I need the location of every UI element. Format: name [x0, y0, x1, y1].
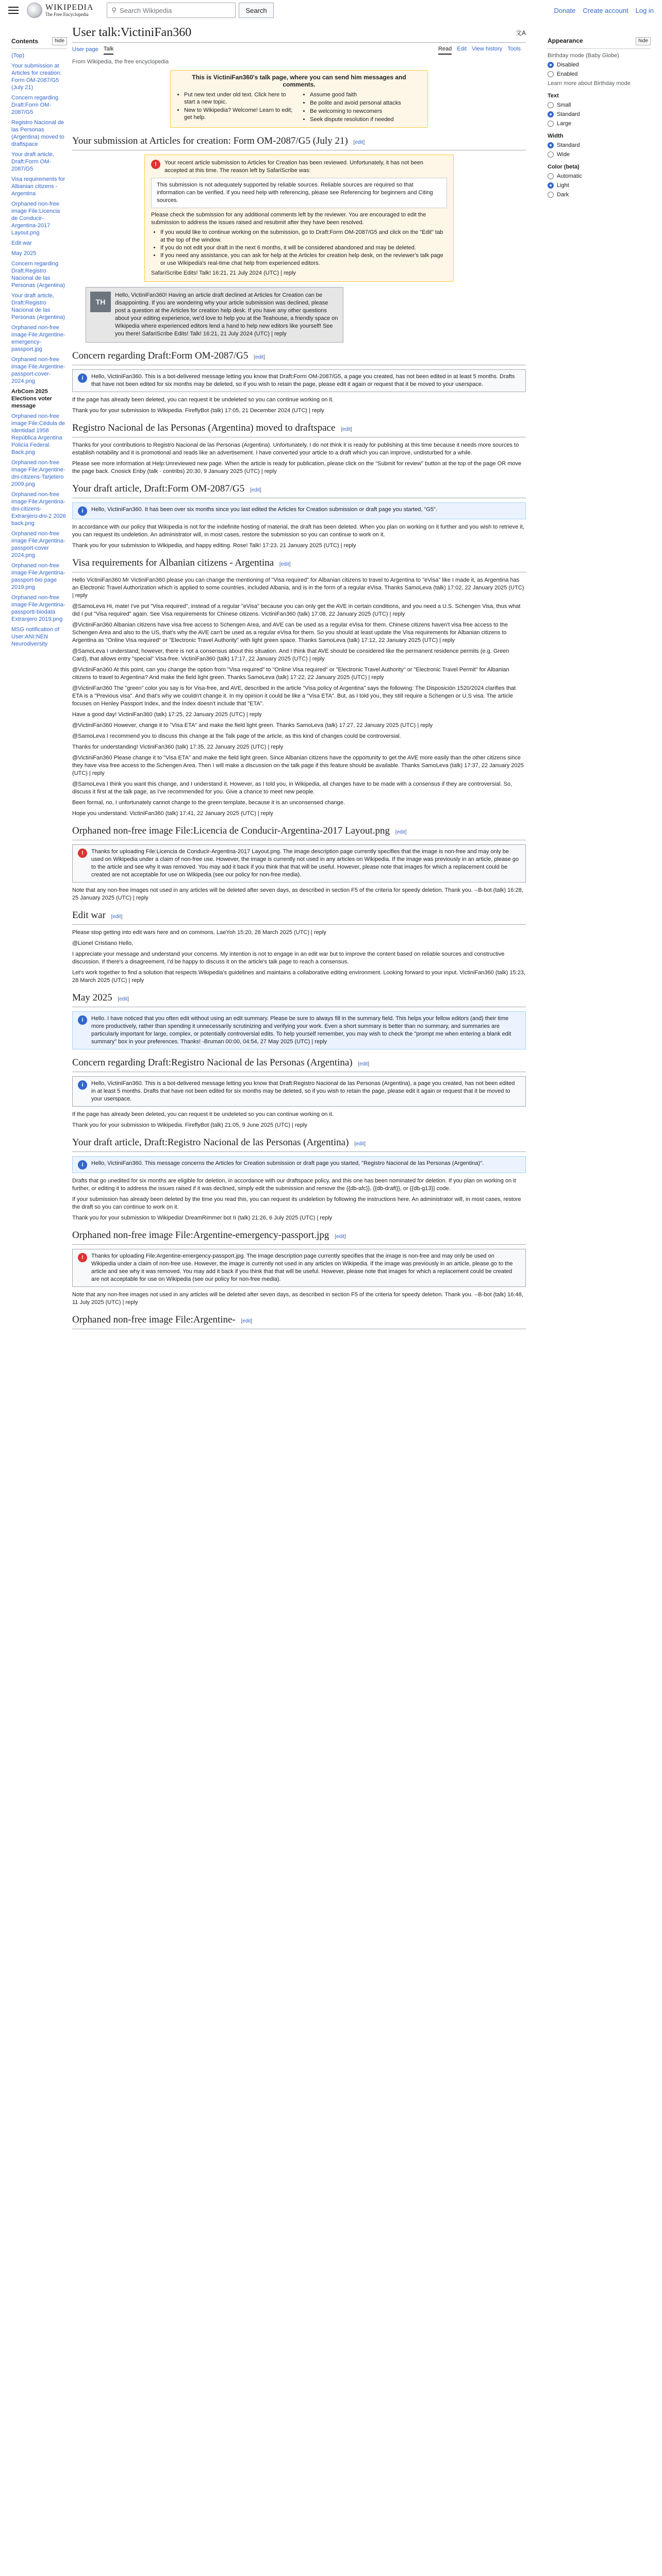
page-tabs [72, 46, 526, 55]
decline-icon: ! [151, 160, 160, 169]
comment: Thanks for understanding! VictiniFan360 (talk) 17:35, 22 January 2025 (UTC) | reply [72, 744, 284, 750]
paragraph: Thank you for your submission to Wikipedia, and happy editing. Rose! Talk! 17:23, 21 January 2025 (UTC) | reply [72, 543, 356, 549]
section-title: Orphaned non-free image File:Licencia de Conducir-Argentina-2017 Layout.png [72, 825, 390, 836]
comment: @SamoLeva I understand; however, there is not a consensus about this situation. And I think that AVE should be considered like the permanent residence permits (e.g. Green Card), that allows entry "special" Visa-free. VictiniFan360 (talk) 17:17, 22 January 2025 (UTC) | reply [72, 648, 509, 662]
radio-icon [548, 182, 554, 189]
draft-message-box [72, 1156, 526, 1173]
section-edit-link[interactable]: edit [396, 829, 405, 835]
donate-link[interactable]: Donate [554, 6, 576, 14]
toc-item-current[interactable]: ArbCom 2025 Elections voter message [11, 388, 52, 409]
radio-icon [548, 111, 554, 117]
notice-left-item[interactable]: • Put new text under old text. Click here to start a new topic. [184, 91, 296, 106]
toc-item[interactable]: Your submission at Articles for creation: Form OM-2087/G5 (July 21) [11, 63, 62, 91]
option-width-standard[interactable] [548, 142, 651, 149]
section-title: Concern regarding Draft:Form OM-2087/G5 [72, 350, 249, 361]
radio-icon [548, 142, 554, 148]
tab-user-page[interactable]: User page [72, 46, 98, 53]
search-icon: ⚲ [111, 6, 117, 14]
option-label: Enabled [557, 71, 578, 77]
option-label: Disabled [557, 62, 579, 68]
section-edit-link[interactable]: edit [342, 427, 351, 432]
teahouse-text: Hello, VictiniFan360! Having an article draft declined at Articles for Creation can be disappointing. If you are wondering why your article submission was declined, please post a question at the Articles for creation help desk. If you have any other questions about your editing experience, we'd love to help you at the Teahouse, a friendly space on Wikipedia where experienced editors lend a hand to help new editors like yourself! See you there! SafariScribe Edits! Talk! 16:21, 21 July 2024 (UTC) | reply [115, 292, 338, 337]
page-title: User talk:VictiniFan360 [72, 26, 192, 39]
option-standard[interactable] [548, 111, 651, 118]
option-enabled[interactable] [548, 71, 651, 78]
info-icon: i [78, 1080, 87, 1090]
paragraph: In accordance with our policy that Wikipedia is not for the indefinite hosting of material, the draft has been deleted. When you plan on working on it further and you wish to retrieve it, you can request its undeletion. An administrator will, in most cases, restore the submission so you can continue to work on it. [72, 524, 524, 538]
section-title: Edit war [72, 910, 106, 921]
toc-item[interactable]: Concern regarding Draft:Form OM-2087/G5 [11, 95, 59, 115]
option-label: Standard [557, 111, 580, 117]
section-title: May 2025 [72, 992, 112, 1003]
toc-item[interactable]: Orphaned non-free image File:Argentina-dni-citizens-Extranjero-dni-2 2026 back.png [11, 492, 66, 527]
radio-icon [548, 71, 554, 77]
teahouse-logo-icon: TH [90, 292, 111, 312]
section-edit-link[interactable]: edit [251, 487, 260, 493]
paragraph: If the page has already been deleted, you can request it be undeleted so you can continue working on it. [72, 1111, 334, 1117]
section-heading: Your draft article, Draft:Form OM-2087/G5 [edit] [72, 483, 526, 498]
section-edit-link[interactable]: edit [112, 914, 121, 920]
section-heading: Orphaned non-free image File:Argentine- [edit] [72, 1314, 526, 1329]
decline-bullet: • If you would like to continue working on the submission, go to Draft:Form OM-2087/G5 and click on the "Edit" tab at the top of the window. [160, 229, 447, 244]
appearance-panel [548, 37, 651, 200]
comment: @Lionel Cristiano Hello, [72, 940, 134, 946]
message-text: Hello, VictiniFan360. This is a bot-delivered message letting you know that Draft:Registro Nacional de las Personas (Argentina), a page you created, has not been edited in at least 5 months. Drafts that have not been edited for six months may be deleted, so if you wish to retain the page, please edit it again or request that it be moved to your userspace. [91, 1080, 515, 1102]
appearance-hide-button[interactable]: hide [636, 37, 651, 45]
paragraph: Note that any non-free images not used in any articles will be deleted after seven days, as described in section F5 of the criteria for speedy deletion. Thank you. --B-bot (talk) 16:48, 11 July 2025 (UTC) | reply [72, 1292, 523, 1306]
toc-item[interactable]: Orphaned non-free image File:Licencia de Conducir-Argentina-2017 Layout.png [11, 201, 60, 236]
option-label: Automatic [557, 173, 582, 179]
toc-item[interactable]: Orphaned non-free image File:Argentina-passport-cover 2024.png [11, 531, 65, 558]
text-size-label: Text [548, 93, 559, 99]
paragraph: Thanks for your contributions to Registro Nacional de las Personas (Argentina). Unfortunately, I do not think it is ready for publishing at this time because it needs more sources to establish notability and it is promotional and reads like an advertisement. I have converted your article to a draft which you can improve, undisturbed for a while. [72, 442, 519, 456]
decline-bullet: • If you need any assistance, you can ask for help at the Articles for creation help desk, on the reviewer's talk page or use Wikipedia's real-time chat help from experienced editors. [160, 252, 447, 267]
comment: Let's work together to find a solution that respects Wikipedia's guidelines and maintains a collaborative editing environment. Looking forward to your input. VictiniFan360 (talk) 15:23, 28 March 2025 (UTC) | reply [72, 970, 525, 984]
section-heading: Visa requirements for Albanian citizens - Argentina [edit] [72, 557, 526, 572]
comment: Hope you understand. VictiniFan360 (talk) 17:41, 22 January 2025 (UTC) | reply [72, 810, 273, 817]
toc-item[interactable]: (Top) [11, 53, 25, 59]
section-heading: Edit war [edit] [72, 909, 526, 925]
paragraph: Drafts that go unedited for six months are eligible for deletion, in accordance with our draftspace policy, and this one has been nominated for deletion. If you plan on working on it further, or editing it to address the issues raised if it was declined, simply edit the submission and remove the {{db-afc}}, {{db-draft}}, or {{db-g13}} code. [72, 1178, 516, 1192]
toc-item[interactable]: Orphaned non-free image File:Cédula de Identidad 1958 República Argentina Policía Federal. Back.png [11, 413, 65, 455]
width-label: Width [548, 133, 564, 139]
section-edit-link[interactable]: edit [242, 1318, 251, 1324]
section-title: Your submission at Articles for creation: Form OM-2087/G5 (July 21) [72, 135, 348, 146]
section-heading: Concern regarding Draft:Form OM-2087/G5 [edit] [72, 350, 526, 365]
toc-hide-button[interactable]: hide [52, 37, 67, 45]
paragraph: Note that any non-free images not used in any articles will be deleted after seven days, as described in section F5 of the criteria for speedy deletion. Thank you. --B-bot (talk) 16:28, 25 January 2025 (UTC) | reply [72, 887, 523, 901]
draft-message-box [72, 502, 526, 519]
section-heading: Your draft article, Draft:Registro Nacional de las Personas (Argentina) [edit] [72, 1137, 526, 1152]
section-title: Concern regarding Draft:Registro Nacional de las Personas (Argentina) [72, 1057, 353, 1068]
color-label: Color (beta) [548, 164, 580, 170]
notice-right-item[interactable]: • Be welcoming to newcomers [310, 108, 422, 115]
section-edit-link[interactable]: edit [255, 354, 264, 360]
site-header [0, 0, 662, 21]
paragraph: If your submission has already been deleted by the time you read this, you can request its undeletion by following the instructions here. An administrator will, in most cases, restore the draft so you can continue to work on it. [72, 1196, 521, 1210]
comment: Please stop getting into edit wars here and on commons. LaeYoh 15:20, 28 March 2025 (UTC) | reply [72, 929, 326, 936]
main-menu-icon[interactable] [8, 6, 20, 14]
toc-item[interactable]: Edit war [11, 240, 32, 246]
logo-title: WIKIPEDIA [45, 3, 94, 12]
teahouse-invite [86, 287, 343, 343]
comment: @VictiniFan360 Please change it to "Visa ETA" and make the field light green. Since Albanian citizens have the opportunity to get the AVE more easily than the other citizens since they have visa free access to the Schengen Area. Then I will make a discussion on the talk page if this feature should be available. Thanks SamoLeva (talk) 17:37, 22 January 2025 (UTC) | reply [72, 755, 524, 776]
comment: Been formal, no, I unfortunately cannot change to the green template, because it is an unconsensed change. [72, 800, 345, 806]
section-title: Visa requirements for Albanian citizens - Argentina [72, 557, 274, 568]
radio-icon [548, 151, 554, 158]
tab-talk[interactable]: Talk [104, 46, 114, 55]
option-dark[interactable] [548, 191, 651, 198]
paragraph: Thank you for your submission to Wikipedia. FireflyBot (talk) 21:05, 9 June 2025 (UTC) | reply [72, 1122, 307, 1128]
option-small[interactable] [548, 101, 651, 109]
section-heading: May 2025 [edit] [72, 992, 526, 1007]
paragraph: Thank you for your submission to Wikipedia. FireflyBot (talk) 17:05, 21 December 2024 (UTC) | reply [72, 408, 324, 414]
toc-item[interactable]: Orphaned non-free image File:Argentina-passport-bio page 2019.png [11, 563, 65, 590]
toc-item[interactable]: May 2025 [11, 250, 37, 257]
toc-item[interactable]: Your draft article, Draft:Form OM-2087/G5 [11, 151, 54, 172]
section-edit-link[interactable]: edit [119, 996, 128, 1002]
warning-icon: ! [78, 849, 87, 858]
wikipedia-logo[interactable] [27, 3, 93, 18]
personal-tools [554, 7, 654, 14]
section-title: Your draft article, Draft:Form OM-2087/G5 [72, 483, 245, 494]
info-icon: i [78, 506, 87, 516]
option-large[interactable] [548, 120, 651, 127]
toc-item[interactable]: Orphaned non-free image File:Argentine-passport-cover-2024.png [11, 357, 65, 384]
message-text: Hello, VictiniFan360. This is a bot-delivered message letting you know that Draft:Form OM-2087/G5, a page you created, has not been edited in at least 5 months. Drafts that have not been edited for six months may be deleted, so if you wish to retain the page, please edit it again or request that it be moved to your userspace. [91, 374, 515, 387]
info-icon: i [78, 1015, 87, 1025]
toc-item[interactable]: Registro Nacional de las Personas (Argentina) moved to draftspace [11, 120, 64, 147]
notice-title: This is VictiniFan360's talk page, where you can send him messages and comments. [192, 74, 406, 88]
comment: @VictiniFan360 At this point, can you change the option from "Visa required" to "Online Visa required" or "Electronic Travel Authority" or "Electronic Travel Permit" for Albanian citizens to travel to Argentina? And make the field light green. Thanks SamoLeva (talk) 17:22, 22 January 2025 (UTC) | reply [72, 667, 509, 681]
section-edit-link[interactable]: edit [336, 1234, 345, 1240]
warning-icon: ! [78, 1253, 87, 1262]
search-button[interactable]: Search [239, 3, 273, 18]
main-content [72, 25, 526, 1333]
signature: SafariScribe Edits! Talk! 16:21, 21 July 2024 (UTC) | reply [151, 270, 296, 276]
comment: @VictiniFan360 However, change it to "Visa ETA" and make the field light green. Thanks SamoLeva (talk) 17:27, 22 January 2025 (UTC) | reply [72, 722, 433, 728]
comment: Have a good day! VictiniFan360 (talk) 17:25, 22 January 2025 (UTC) | reply [72, 711, 262, 718]
tab-tools[interactable]: Tools [507, 46, 521, 52]
notice-right-item[interactable]: • Seek dispute resolution if needed [310, 116, 422, 123]
section-edit-link[interactable]: edit [280, 562, 289, 567]
toc-item[interactable]: Concern regarding Draft:Registro Nacional de las Personas (Argentina) [11, 261, 65, 289]
option-light[interactable] [548, 182, 651, 189]
birthday-learn-more[interactable]: Learn more about Birthday mode [548, 80, 631, 87]
option-automatic[interactable] [548, 173, 651, 180]
radio-icon [548, 121, 554, 127]
radio-icon [548, 173, 554, 179]
paragraph: Thank you for your submission to Wikipedia! DreamRimmer bot II (talk) 21:26, 6 July 2025 (UTC) | reply [72, 1215, 333, 1221]
message-text: Hello. I have noticed that you often edit without using an edit summary. Please be sure to always fill in the summary field. This helps your fellow editors (and) their time more productively, rather than spending it unnecessarily scrutinizing and verifying your work. Even a short summary is better than no summary, and summaries are particularly important for large, complex, or potentially controversial edits. To help yourself remember, you may wish to check the "prompt me when entering a blank edit summary" box in your preferences. Thanks! -Bruman 00:00, 04:54, 27 May 2025 (UTC) | reply [91, 1015, 511, 1045]
language-button[interactable]: 文A [515, 29, 526, 37]
talk-page-notice [170, 70, 428, 128]
orphan-image-box [72, 844, 526, 883]
message-text: Hello, VictiniFan360. It has been over six months since you last edited the Articles for Creation submission or draft page you started, "G5". [91, 506, 438, 513]
comment: @VictiniFan360 The "green" color you say is for Visa-free, and AVE, described in the article "Visa policy of Argentina" says the following: The Disposición 1520/2024 clarifies that ETA is a "Previous visa". And that's why we couldn't change it. In my opinion it could be like a "Visa ETA". But, as I told you, they still require a Schengen or U.S visa. The article focuses on Henley Passport Index, and the Index doesn't include that "ETA". [72, 685, 516, 707]
orphan-image-box [72, 1249, 526, 1287]
radio-icon [548, 62, 554, 68]
globe-icon [27, 3, 42, 18]
option-label: Wide [557, 151, 570, 158]
bot-message-box [72, 369, 526, 392]
option-label: Standard [557, 142, 580, 148]
section-heading: Orphaned non-free image File:Argentine-emergency-passport.jpg [edit] [72, 1229, 526, 1245]
option-label: Dark [557, 192, 569, 198]
search-placeholder: Search Wikipedia [119, 6, 172, 14]
info-icon: i [78, 1160, 87, 1170]
radio-icon [548, 102, 554, 108]
search-input[interactable] [107, 3, 236, 18]
toc-item[interactable]: Orphaned non-free image File:Argentine-dni-citizens-Tarjetero 2009.png [11, 460, 65, 487]
notice-right-item[interactable]: • Assume good faith [310, 91, 422, 98]
tab-view-history[interactable]: View history [472, 46, 503, 52]
toc-item[interactable]: Visa requirements for Albanian citizens - Argentina [11, 176, 65, 197]
edit-summary-box [72, 1011, 526, 1049]
paragraph: If the page has already been deleted, you can request it be undeleted so you can continue working on it. [72, 397, 334, 403]
section-edit-link[interactable]: edit [359, 1061, 368, 1067]
table-of-contents [11, 37, 67, 651]
decline-text: Please check the submission for any additional comments left by the reviewer. You are encouraged to edit the submission to address the issues raised and resubmit after they have been resolved. [151, 212, 426, 226]
toc-item[interactable]: Your draft article, Draft:Registro Nacional de las Personas (Argentina) [11, 293, 65, 320]
option-width-wide[interactable] [548, 151, 651, 158]
radio-icon [548, 192, 554, 198]
section-title: Registro Nacional de las Personas (Argentina) moved to draftspace [72, 422, 336, 433]
decline-text: Your recent article submission to Articles for Creation has been reviewed. Unfortunately, it has not been accepted at this time. The reason left by SafariScribe was: [164, 160, 423, 174]
option-label: Small [557, 102, 571, 108]
section-edit-link[interactable]: edit [355, 140, 363, 145]
toc-item[interactable]: Orphaned non-free image File:Argentine-emergency-passport.jpg [11, 325, 65, 352]
paragraph: Please see more information at Help:Unreviewed new page. When the article is ready for publication, please click on the "Submit for review" button at the top of the page OR move the page back. Cnosick Enby (talk · contribs) 20:30, 9 January 2025 (UTC) | reply [72, 461, 522, 474]
section-heading: Registro Nacional de las Personas (Argentina) moved to draftspace [edit] [72, 422, 526, 437]
message-text: Hello, VictiniFan360. This message concerns the Articles for Creation submission or draft page you started, "Registro Nacional de las Personas (Argentina)". [91, 1160, 484, 1166]
comment: @VictiniFan360 Albanian citizens have visa free access to Schengen Area, and AVE can be used as a regular eVisa for them. Chinese citizens haven't visa free access to the Schengen Area and also to the US, that's why the AVE can't be used as a regular eVisa for them. So you should at least update the Visa requirements for Albanian citizens to Argentina as "Online Visa required" or "Electronic Travel Authority" with light green space. Thanks SamoLeva (talk) 17:12, 22 January 2025 (UTC) | reply [72, 622, 508, 643]
notice-right-item[interactable]: • Be polite and avoid personal attacks [310, 99, 422, 107]
birthday-mode-label: Birthday mode (Baby Globe) [548, 53, 619, 59]
notice-left-item[interactable]: • New to Wikipedia? Welcome! Learn to edit; get help. [184, 107, 296, 121]
toc-title: Contents [11, 38, 38, 45]
section-title: Your draft article, Draft:Registro Nacional de las Personas (Argentina) [72, 1137, 349, 1148]
bot-message-box [72, 1076, 526, 1107]
section-title: Orphaned non-free image File:Argentine-emergency-passport.jpg [72, 1230, 329, 1241]
comment: @SamoLeva Hi, mate! I've put "Visa required", instead of a regular "eVisa" because you can only get the AVE in certain conditions, and you need a U.S. Schengen Visa, thus what did I put "Visa required" again. See Visa requirements for Chinese citizens. VictiniFan360 (talk) 17:08, 22 January 2025 (UTC) | reply [72, 603, 521, 617]
toc-item[interactable]: MSG notification of User:ANI:NEN Neurodiversity [11, 626, 59, 647]
appearance-title: Appearance [548, 37, 583, 44]
decline-reason: This submission is not adequately supported by reliable sources. Reliable sources are required so that information can be verified. If you need help with referencing, please see Referencing for beginners and Citing sources. [151, 178, 447, 208]
option-disabled[interactable] [548, 61, 651, 69]
message-text: Thanks for uploading File:Licencia de Conducir-Argentina-2017 Layout.png. The image description page currently specifies that the image is non-free and may only be used on Wikipedia under a claim of non-free use. However, the image is currently not used in any articles on Wikipedia. If the image was previously in an article, please go to the article and see why it was removed. You may add it back if you think that that will be useful. However, please note that images for which a replacement could be created are not acceptable for use on Wikipedia (see our policy for non-free media). [91, 849, 519, 878]
option-label: Light [557, 182, 569, 189]
comment: @SamoLeva I recommend you to discuss this change at the Talk page of the article, as this kind of changes could be controversial. [72, 733, 401, 739]
from-line: From Wikipedia, the free encyclopedia [72, 59, 169, 65]
tab-read[interactable]: Read [438, 46, 452, 55]
decline-bullet: • If you do not edit your draft in the next 6 months, it will be considered abandoned and may be deleted. [160, 244, 447, 252]
section-heading: Concern regarding Draft:Registro Nacional de las Personas (Argentina) [edit] [72, 1057, 526, 1072]
logo-subtitle: The Free Encyclopedia [45, 12, 89, 17]
message-text: Thanks for uploading File:Argentine-emergency-passport.jpg. The image description page currently specifies that the image is non-free and may only be used on Wikipedia under a claim of non-free use. However, the image is currently not used in any articles on Wikipedia. If the image was previously in an article, please go to the article and see why it was removed. You may add it back if you think that that will be useful. However, please note that images for which a replacement could be created are not acceptable for use on Wikipedia (see our policy for non-free media). [91, 1253, 513, 1282]
comment: I appreciate your message and understand your concerns. My intention is not to engage in an edit war but to improve the content based on reliable sources and constructive discussion. If there's a disagreement, I'd be happy to discuss it on the article's talk page to reach a consensus. [72, 951, 505, 965]
tab-edit[interactable]: Edit [457, 46, 467, 52]
option-label: Large [557, 121, 572, 127]
comment: @SamoLeva I think you want this change, and I understand it. However, as I told you, in Wikipedia, all changes have to be made with a consensus if they are controversial. So, discuss it first at the talk page, as I've recommended for you. Give a chance to meet new people. [72, 781, 512, 795]
section-heading: Your submission at Articles for creation: Form OM-2087/G5 (July 21) [edit] [72, 135, 526, 150]
section-heading: Orphaned non-free image File:Licencia de Conducir-Argentina-2017 Layout.png [edit] [72, 825, 526, 840]
comment: Hello VictiniFan360 Mr VictiniFan360 please you can change the mentioning of "Visa required" for Albanian citizens to travel to Argentina to "eVisa" like I made it, as Argentina has an Electronic Travel Authorization which is applied to some countries, included Albania, and is in the form of a regular eVisa. Thanks SamoLeva (talk) 17:02, 22 January 2025 (UTC) | reply [72, 577, 524, 599]
section-edit-link[interactable]: edit [355, 1141, 365, 1147]
toc-item[interactable]: Orphaned non-free image File:Argentina-passportt-biodata Extranjero 2019.png [11, 595, 65, 622]
info-icon: i [78, 374, 87, 383]
afc-decline-box [144, 155, 454, 282]
section-title: Orphaned non-free image File:Argentine- [72, 1314, 236, 1325]
create-account-link[interactable]: Create account [583, 6, 628, 14]
login-link[interactable]: Log in [635, 6, 654, 14]
